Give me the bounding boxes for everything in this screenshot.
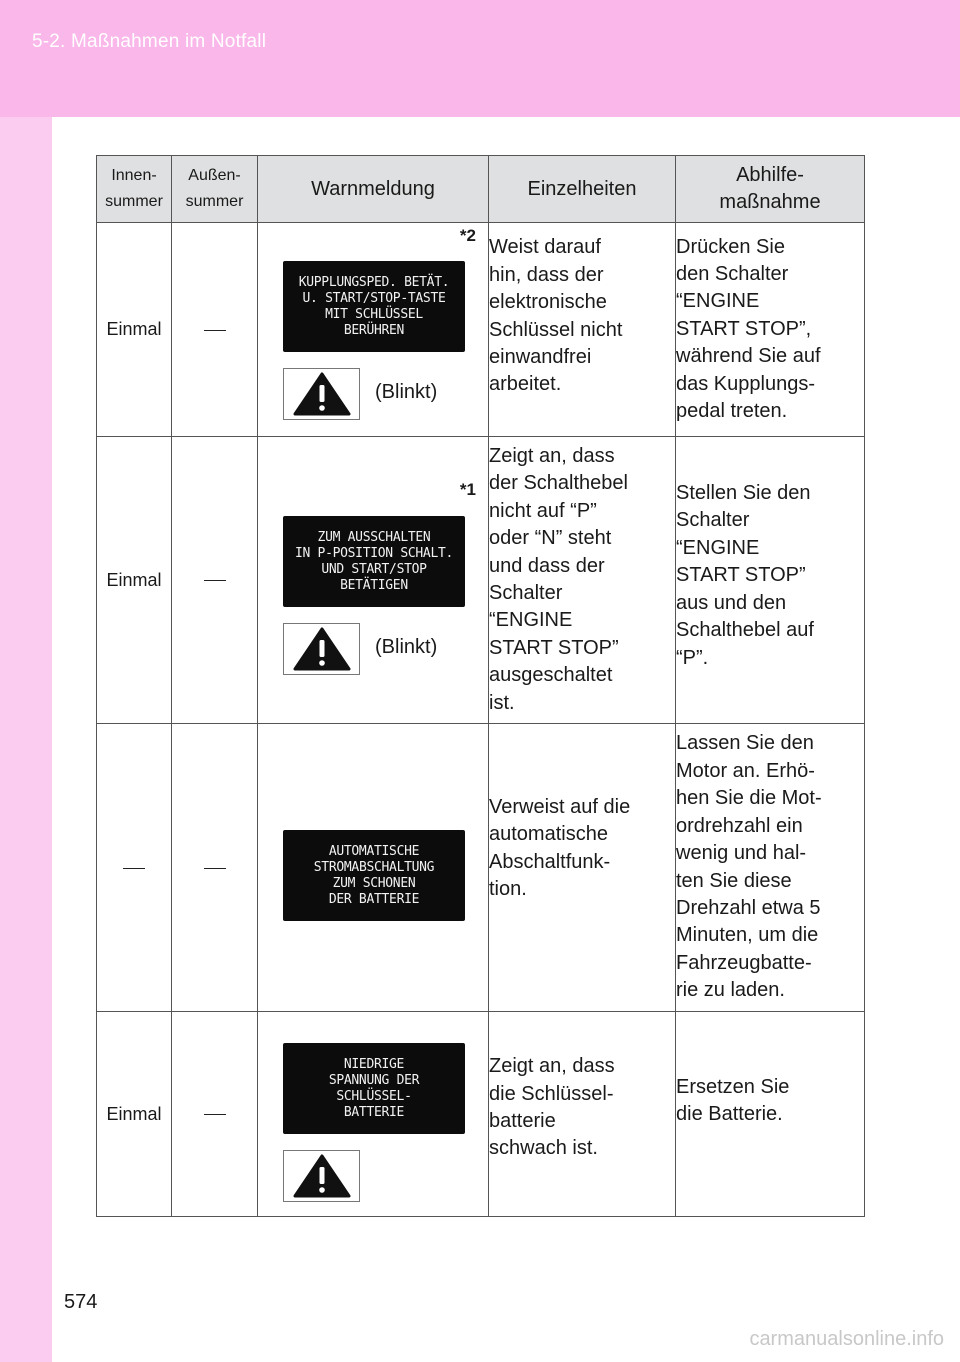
display-message-text: NIEDRIGE SPANNUNG DER SCHLÜSSEL- BATTERIE bbox=[328, 1056, 420, 1120]
details-cell: Verweist auf die automatische Abschaltfunk- tion. bbox=[489, 724, 676, 1012]
side-band bbox=[0, 117, 52, 1362]
column-header-inner-buzzer: Innen- summer bbox=[97, 156, 172, 223]
column-header-warning-message: Warnmeldung bbox=[258, 156, 489, 223]
page-number: 574 bbox=[64, 1291, 98, 1313]
warning-message-cell bbox=[258, 724, 489, 1012]
warning-triangle-icon bbox=[293, 627, 351, 671]
display-message-text: AUTOMATISCHE STROMABSCHALTUNG ZUM SCHONEN DER BATTERIE bbox=[313, 843, 435, 907]
remedy-cell: Drücken Sie den Schalter “ENGINE START STOP”, während Sie auf das Kupplungs- pedal treten. bbox=[676, 223, 865, 437]
column-header-outer-buzzer: Außen- summer bbox=[172, 156, 258, 223]
inner-buzzer-cell: Einmal bbox=[97, 223, 172, 437]
details-cell: Zeigt an, dass die Schlüssel- batterie schwach ist. bbox=[489, 1012, 676, 1217]
column-header-details: Einzelheiten bbox=[489, 156, 676, 223]
display-message bbox=[283, 830, 465, 921]
warning-message-cell bbox=[258, 223, 489, 437]
display-message bbox=[283, 1043, 465, 1134]
display-message bbox=[283, 516, 465, 607]
dash-mark bbox=[204, 1114, 226, 1115]
warning-triangle-icon bbox=[293, 372, 351, 416]
footnote-marker: *2 bbox=[459, 226, 476, 245]
warning-light-box bbox=[283, 368, 360, 420]
column-header-remedy: Abhilfe- maßnahme bbox=[676, 156, 865, 223]
dash-mark bbox=[123, 868, 145, 869]
warning-light-box bbox=[283, 1150, 360, 1202]
display-message-text: KUPPLUNGSPED. BETÄT. U. START/STOP-TASTE MIT SCHLÜSSEL BERÜHREN bbox=[298, 274, 450, 338]
warning-triangle-icon bbox=[293, 1154, 351, 1198]
warning-message-cell bbox=[258, 1012, 489, 1217]
blink-label: (Blinkt) bbox=[375, 636, 438, 658]
inner-buzzer-cell: Einmal bbox=[97, 1012, 172, 1217]
remedy-cell: Stellen Sie den Schalter “ENGINE START STOP” aus und den Schalthebel auf “P”. bbox=[676, 437, 865, 724]
warning-light-box bbox=[283, 623, 360, 675]
table-row bbox=[97, 1012, 865, 1217]
table-row bbox=[97, 724, 865, 1012]
table-row bbox=[97, 223, 865, 437]
display-message-text: ZUM AUSSCHALTEN IN P-POSITION SCHALT. UND START/STOP BETÄTIGEN bbox=[294, 529, 454, 593]
dash-mark bbox=[204, 330, 226, 331]
outer-buzzer-cell bbox=[172, 1012, 258, 1217]
dash-mark bbox=[204, 868, 226, 869]
warning-message-cell bbox=[258, 437, 489, 724]
table-header-row bbox=[97, 156, 865, 223]
inner-buzzer-cell bbox=[97, 724, 172, 1012]
warning-message-table bbox=[96, 155, 865, 1217]
details-cell: Zeigt an, dass der Schalthebel nicht auf “P” oder “N” steht und dass der Schalter “ENGINE START STOP” ausgeschaltet ist. bbox=[489, 437, 676, 724]
header-band bbox=[0, 0, 960, 117]
outer-buzzer-cell bbox=[172, 724, 258, 1012]
outer-buzzer-cell bbox=[172, 437, 258, 724]
dash-mark bbox=[204, 580, 226, 581]
footnote-marker: *1 bbox=[459, 480, 476, 499]
details-cell: Weist darauf hin, dass der elektronische Schlüssel nicht einwandfrei arbeitet. bbox=[489, 223, 676, 437]
inner-buzzer-cell: Einmal bbox=[97, 437, 172, 724]
watermark: carmanualsonline.info bbox=[749, 1328, 944, 1350]
table-row bbox=[97, 437, 865, 724]
remedy-cell: Ersetzen Sie die Batterie. bbox=[676, 1012, 865, 1217]
section-title: 5-2. Maßnahmen im Notfall bbox=[32, 31, 267, 52]
blink-label: (Blinkt) bbox=[375, 381, 438, 403]
remedy-cell: Lassen Sie den Motor an. Erhö- hen Sie die Mot- ordrehzahl ein wenig und hal- ten Sie diese Drehzahl etwa 5 Minuten, um die Fahrzeugbatte- rie zu laden. bbox=[676, 724, 865, 1012]
outer-buzzer-cell bbox=[172, 223, 258, 437]
display-message bbox=[283, 261, 465, 352]
